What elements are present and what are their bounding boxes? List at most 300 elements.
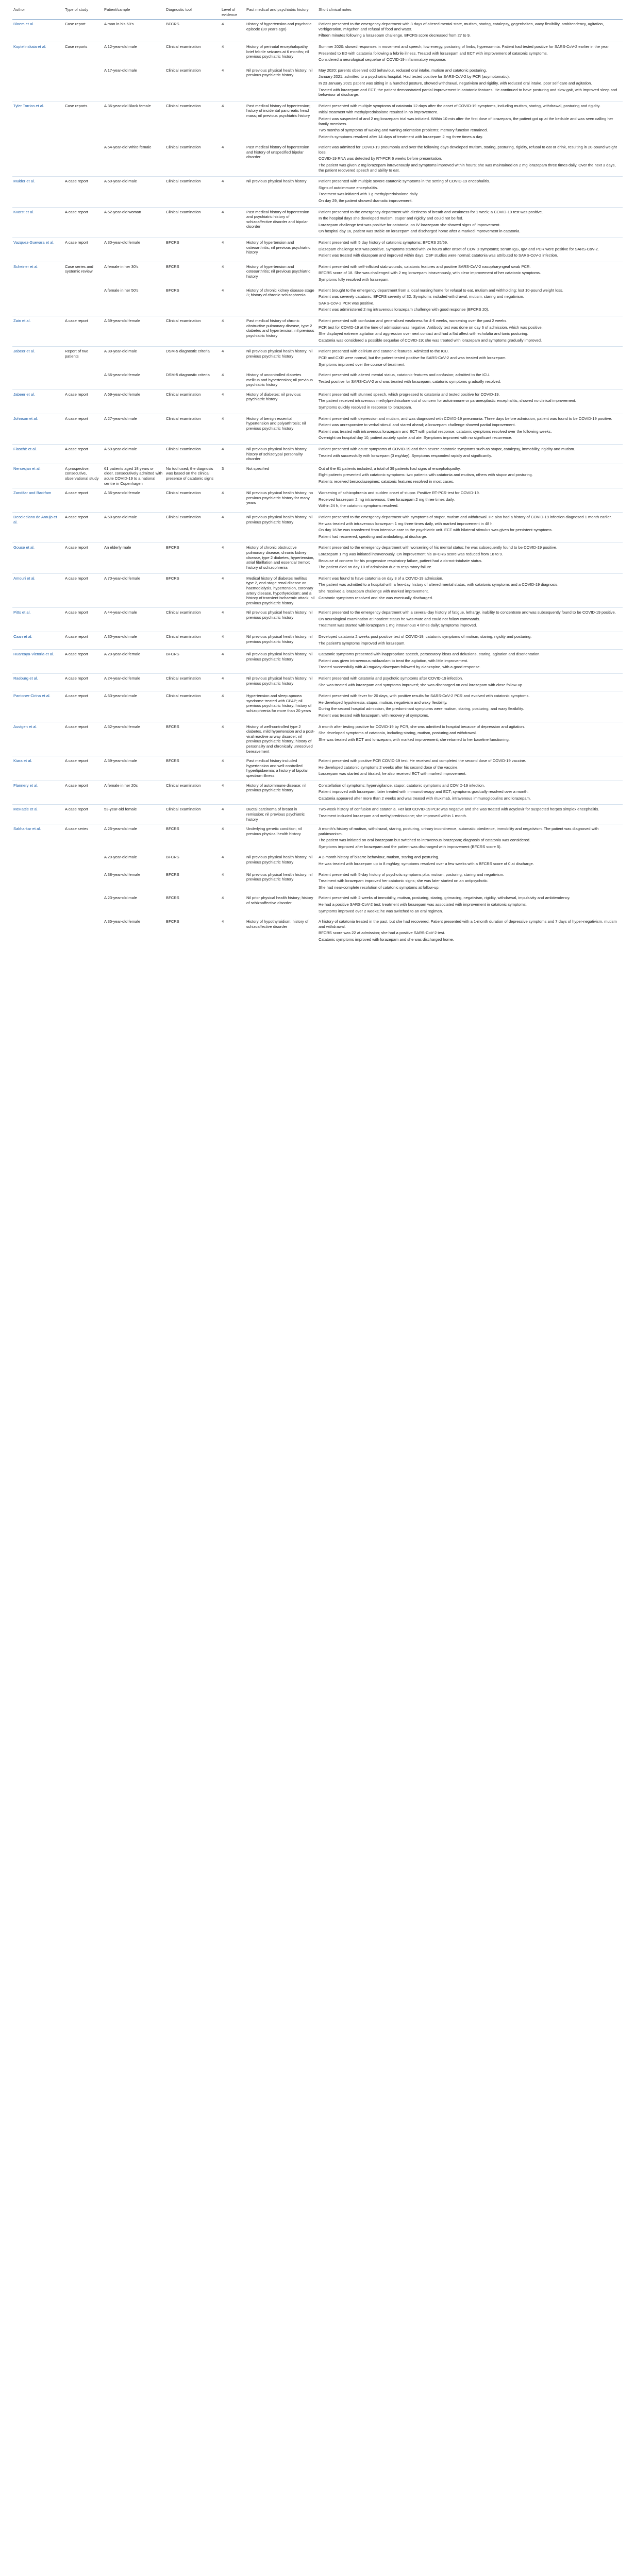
author-cell — [12, 893, 64, 917]
table-row — [12, 650, 623, 674]
table-row — [12, 824, 623, 853]
history-cell: Medical history of diabetes mellitus type 2, end-stage renal disease on haemodialysis, hypertension, coronary artery disease, hypothyroidism; and a history of transient ischaemic attack; nil previous psychiatric history — [245, 573, 318, 608]
author-cell: Zain et al. — [12, 316, 64, 346]
clinical-note: On neurological examination at inpatient status he was mute and could not follow commands. — [319, 616, 480, 621]
history-cell: History of diabetes; nil previous psychiatric history — [245, 389, 318, 414]
clinical-note: Patient presented with confusion and generalised weakness for 4-6 weeks, worsening over the past 2 weeks. — [319, 318, 508, 323]
history-cell: History of autoimmune disease; nil previous psychiatric history — [245, 781, 318, 805]
study-type-cell: A case report — [64, 316, 103, 346]
clinical-note: Patient presented with 5-day history of psychotic symptoms plus mutism, posturing, staring and negativism. — [319, 872, 505, 877]
table-row — [12, 870, 623, 894]
evidence-level-cell: 4 — [221, 445, 245, 464]
study-type-cell — [64, 917, 103, 945]
author-cell: Fiaschè et al. — [12, 445, 64, 464]
patient-cell: A 39-year-old male — [103, 347, 165, 370]
study-type-cell: Case series and systemic review — [64, 262, 103, 285]
diagnostic-tool-cell: BFCRS — [165, 824, 221, 853]
study-type-cell: A case report — [64, 389, 103, 414]
clinical-notes-cell — [318, 488, 623, 513]
clinical-note: Diazepam challenge test was positive. Symptoms started with 24 hours after onset of COVID symptoms; serum IgG, IgM and PCR were positive for SARS-CoV-2. — [319, 246, 599, 251]
clinical-note: Patient presented with 2 weeks of immobility, mutism, posturing, staring, grimacing, negativism, rigidity, withdrawal, impulsivity and ambitendency. — [319, 895, 571, 901]
study-type-cell — [64, 66, 103, 101]
evidence-level-cell: 4 — [221, 262, 245, 285]
history-cell: Nil previous physical health history; history of schizotypal personality disorder — [245, 445, 318, 464]
clinical-note: In 23 January 2021 patient was sitting in a hunched posture, showed withdrawal, negativism and rigidity, with reduced oral intake, poor self-care and agitation. — [319, 80, 592, 86]
study-type-cell: A case report — [64, 632, 103, 650]
clinical-note: Symptoms fully resolved with lorazepam. — [319, 277, 390, 282]
diagnostic-tool-cell: BFCRS — [165, 573, 221, 608]
diagnostic-tool-cell: Clinical examination — [166, 67, 201, 73]
clinical-notes-cell — [318, 286, 623, 316]
table-row — [12, 893, 623, 917]
history-cell: Nil previous physical health history — [245, 177, 318, 207]
author-cell: Johnson et al. — [12, 414, 64, 444]
evidence-level-cell: 4 — [221, 824, 245, 853]
table-row — [12, 20, 623, 42]
clinical-note: Patient's symptoms resolved after 14 days of treatment with lorazepam 2 mg three times a day. — [319, 134, 483, 139]
clinical-note: Symptoms quickly resolved in response to lorazepam. — [319, 405, 412, 410]
clinical-notes-cell — [318, 608, 623, 632]
table-row — [12, 42, 623, 65]
evidence-level-cell: 4 — [221, 674, 245, 691]
table-row — [12, 143, 623, 176]
clinical-note: Patient presented with 5 day history of catatonic symptoms; BFCRS 25/69. — [319, 240, 448, 245]
clinical-notes-cell — [318, 543, 623, 573]
clinical-note: Patient was unresponsive to verbal stimuli and stared ahead; a lorazepam challenge showed partial improvement. — [319, 422, 516, 428]
clinical-note: Patient was treated with lorazepam, with recovery of symptoms. — [319, 713, 429, 718]
study-type-cell: A case report — [64, 691, 103, 722]
evidence-level-cell: 4 — [222, 67, 224, 73]
diagnostic-tool-cell: BFCRS — [166, 895, 179, 901]
author-cell: Scheiner et al. — [12, 262, 64, 285]
clinical-note: Patient presented with self-inflicted stab wounds, catatonic features and positive SARS-CoV-2 nasopharyngeal swab PCR. — [319, 264, 531, 269]
clinical-note: Fifteen minutes following a lorazepam challenge, BFCRS score decreased from 27 to 9. — [319, 33, 471, 38]
table-row — [12, 573, 623, 608]
author-cell: Raeburg et al. — [12, 674, 64, 691]
evidence-level-cell: 4 — [221, 632, 245, 650]
clinical-notes-cell — [318, 824, 623, 853]
table-row — [12, 238, 623, 262]
author-cell: Kiara et al. — [12, 756, 64, 781]
clinical-note: PCR and CXR were normal, but the patient tested positive for SARS-CoV-2 and was treated with lorazepam. — [319, 355, 507, 360]
study-type-cell: Case reports — [64, 42, 103, 65]
header-author: Author — [12, 5, 64, 20]
patient-cell: A female in her 30's — [103, 262, 165, 285]
clinical-note: During the second hospital admission, the predominant symptoms were mutism, staring, posturing, and waxy flexibility. — [319, 706, 524, 711]
history-cell: History of uncontrolled diabetes mellitus and hypertension; nil previous psychiatric history — [246, 372, 313, 387]
clinical-note: Catatonic symptoms presented with inappropriate speech, persecutory ideas and delusions, staring, agitation and disorientation. — [319, 652, 541, 657]
clinical-note: The patient was admitted to a hospital with a few-day history of altered mental status, with catatonic symptoms and a COVID-19 diagnosis. — [319, 582, 559, 587]
clinical-notes-cell — [318, 870, 623, 894]
author-cell — [12, 286, 64, 316]
header-patient: Patient/sample — [103, 5, 165, 20]
evidence-level-cell: 4 — [222, 22, 224, 27]
clinical-note: Patient presented to the emergency department with symptoms of stupor, mutism and withdrawal. He also had a history of COVID-19 infection diagnosed 1 month earlier. — [319, 514, 612, 519]
history-cell: Past medical history of chronic obstructive pulmonary disease, type 2 diabetes and hypertension; nil previous psychiatric history — [245, 316, 318, 346]
author-cell: Caan et al. — [12, 632, 64, 650]
diagnostic-tool-cell: BFCRS — [166, 919, 179, 924]
clinical-note: Patient was treated with diazepam and improved within days. CSF studies were normal; catatonia was attributed to SARS-CoV-2 infection. — [319, 253, 558, 258]
clinical-notes-cell — [318, 632, 623, 650]
evidence-level-cell: 4 — [221, 722, 245, 756]
evidence-level-cell: 4 — [222, 145, 224, 150]
patient-cell: A 59-year-old male — [103, 445, 165, 464]
clinical-note: Patient was severely catatonic, BFCRS severity of 32. Symptoms included withdrawal, mutism, staring and negativism. — [319, 294, 524, 299]
history-cell: History of hypertension and osteoarthritis; nil previous psychiatric history — [245, 238, 318, 262]
clinical-note: Patient was given intravenous midazolam to treat the agitation, with little improvement. — [319, 658, 469, 663]
history-cell: Ductal carcinoma of breast in remission; nil previous psychiatric history — [245, 805, 318, 824]
clinical-note: A month's history of mutism, withdrawal, staring, posturing, urinary incontinence, automatic obedience, immobility and negativism. The patient was diagnosed with parkinsonism. — [319, 826, 599, 836]
study-type-cell — [64, 143, 103, 176]
diagnostic-tool-cell: BFCRS — [165, 756, 221, 781]
clinical-note: Patient had recovered, speaking and ambulating, at discharge. — [319, 534, 427, 539]
history-cell: Nil previous physical health history; nil previous psychiatric history — [245, 512, 318, 543]
clinical-note: COVID-19 RNA was detected by RT-PCR 6 weeks before presentation. — [319, 156, 442, 161]
clinical-note: Summer 2020: slowed responses in movement and speech, low energy, posturing of limbs, hypersomnia. Patient had tested positive for SARS-CoV-2 earlier in the year. — [319, 44, 610, 49]
table-row — [12, 781, 623, 805]
clinical-note: Patient presented to the emergency department with 3 days of altered mental state, mutism, staring, catalepsy, gegenhalten, waxy flexibility, ambitendency, agitation, verbigeration, mitgehen and refusal of food and water. — [319, 22, 604, 31]
clinical-note: Treated with lorazepam and ECT; the patient demonstrated partial improvement in catatonic features. He continued to have posturing and slow gait, with improved sleep and behaviour at discharge. — [319, 87, 617, 97]
table-row — [12, 488, 623, 513]
clinical-notes-cell — [318, 177, 623, 207]
author-cell: Deocleciano de Araujo et al. — [12, 512, 64, 543]
header-criteria: Diagnostic tool — [165, 5, 221, 20]
clinical-note: Treatment was initiated with 1 g methylprednisolone daily. — [319, 192, 419, 197]
evidence-level-cell: 4 — [221, 389, 245, 414]
patient-cell: A 25-year-old male — [103, 824, 165, 853]
clinical-note: Lorazepam 1 mg was initiated intravenously. On improvement his BFCRS score was reduced from 18 to 9. — [319, 551, 503, 556]
patient-cell: A 56-year-old female — [104, 372, 141, 378]
history-cell: Past medical history of hypertension and history of unspecified bipolar disorder — [246, 145, 309, 160]
diagnostic-tool-cell: BFCRS — [166, 872, 179, 877]
clinical-note: Catatonic symptoms improved with lorazepam and she was discharged home. — [319, 937, 454, 942]
clinical-notes-cell — [318, 101, 623, 143]
diagnostic-tool-cell: Clinical examination — [165, 316, 221, 346]
clinical-note: He developed hypokinesia, stupor, mutism, negativism and waxy flexibility. — [319, 700, 447, 705]
diagnostic-tool-cell: Clinical examination — [165, 781, 221, 805]
author-cell: Nersesjan et al. — [12, 464, 64, 488]
clinical-note: Patient presented with stunned speech, which progressed to catatonia and tested positive for COVID-19. — [319, 392, 500, 397]
author-cell — [12, 870, 64, 894]
clinical-note: Considered a neurological sequelae of COVID-19 inflammatory response. — [319, 57, 446, 62]
clinical-note: Overnight on hospital day 10, patient acutely spoke and ate. Symptoms improved with no significant recurrence. — [319, 435, 512, 440]
diagnostic-tool-cell: Clinical examination — [165, 608, 221, 632]
author-cell: Austgen et al. — [12, 722, 64, 756]
clinical-note: Treatment was started with lorazepam 1 mg intravenous 4 times daily; symptoms improved. — [319, 623, 477, 628]
diagnostic-tool-cell: DSM-5 diagnostic criteria — [165, 347, 221, 370]
clinical-note: She developed symptoms of catatonia, including staring, mutism, posturing and withdrawal. — [319, 731, 477, 736]
clinical-note: Developed catatonia 2 weeks post positive test of COVID-19, catatonic symptoms of mutism, staring, rigidity and posturing. — [319, 634, 532, 639]
evidence-level-cell: 4 — [221, 781, 245, 805]
patient-cell: A 64-year-old White female — [104, 145, 152, 150]
clinical-note: He developed catatonic symptoms 2 weeks after his second dose of the vaccine. — [319, 765, 459, 770]
diagnostic-tool-cell: Clinical examination — [166, 145, 201, 150]
author-cell: McHattie et al. — [12, 805, 64, 824]
clinical-note: The patient received intravenous methylprednisolone out of concern for autoimmune or paraneoplastic encephalitis; showed no clinical improvement. — [319, 398, 576, 403]
patient-cell: A 20-year-old male — [104, 855, 137, 860]
clinical-note: Patient was found to have catatonia on day 3 of a COVID-19 admission. — [319, 575, 443, 581]
table-row — [12, 917, 623, 945]
diagnostic-tool-cell: Clinical examination — [165, 101, 221, 143]
clinical-note: Catatonia appeared after more than 2 weeks and was treated with rituximab, intravenous immunoglobulins and lorazepam. — [319, 795, 531, 801]
table-row — [12, 286, 623, 316]
patient-cell: A 29-year-old female — [103, 650, 165, 674]
clinical-notes-cell — [318, 238, 623, 262]
study-type-cell — [64, 870, 103, 894]
clinical-note: Out of the 61 patients included, a total of 39 patients had signs of encephalopathy. — [319, 466, 461, 471]
clinical-notes-cell — [318, 347, 623, 370]
clinical-note: May 2020: parents observed odd behaviour, reduced oral intake, mutism and catatonic posturing. — [319, 67, 487, 73]
patient-cell: A 59-year-old male — [103, 756, 165, 781]
patient-cell: A 52-year-old female — [103, 722, 165, 756]
history-cell: Nil previous physical health history; nil previous psychiatric history — [246, 67, 313, 78]
clinical-note: She received a lorazepam challenge with marked improvement. — [319, 588, 429, 594]
clinical-note: She was treated with ECT and lorazepam, with marked improvement; she returned to her baseline functioning. — [319, 737, 510, 742]
evidence-level-cell: 4 — [221, 207, 245, 238]
table-row — [12, 722, 623, 756]
history-cell: Nil previous physical health history; nil previous psychiatric history — [246, 855, 313, 865]
clinical-note: She had near-complete resolution of catatonic symptoms at follow-up. — [319, 885, 440, 890]
study-type-cell: A case report — [64, 650, 103, 674]
history-cell: Nil previous physical health history; nil previous psychiatric history — [245, 608, 318, 632]
clinical-note: Two-week history of confusion and catatonia. Her last COVID-19 PCR was negative and she was treated with acyclovir for suspected herpes simplex encephalitis. — [319, 807, 599, 812]
study-type-cell: A case series — [64, 824, 103, 853]
clinical-note: Catatonia was considered a possible sequelae of COVID-19; she was treated with lorazepam and symptoms gradually improved. — [319, 337, 542, 343]
clinical-notes-cell — [318, 389, 623, 414]
clinical-note: She displayed extreme agitation and aggression over next contact and had a flat affect with echolalia and tonic posturing. — [319, 331, 528, 336]
clinical-note: Presented to ED with catatonia following a febrile illness. Treated with lorazepam and ECT with improvement of catatonic symptoms. — [319, 50, 548, 56]
clinical-note: Patient presented to the emergency department with a several-day history of fatigue, lethargy, inability to concentrate and was subsequently found to be COVID-19 positive. — [319, 610, 616, 615]
history-cell: History of chronic obstructive pulmonary disease, chronic kidney disease, type 2 diabetes, hypertension, atrial fibrillation and essential tremor; history of schizophrenia — [245, 543, 318, 573]
patient-cell: A 62-year-old woman — [103, 207, 165, 238]
history-cell: Past medical history of hypertension and psychiatric history of schizoaffective disorder and bipolar disorder — [245, 207, 318, 238]
clinical-notes-cell — [318, 316, 623, 346]
diagnostic-tool-cell: BFCRS — [166, 22, 179, 27]
study-type-cell: A case report — [64, 238, 103, 262]
diagnostic-tool-cell: Clinical examination — [165, 674, 221, 691]
clinical-note: He had a positive SARS-CoV-2 test; treatment with lorazepam was associated with improvement in catatonic symptoms. — [319, 902, 527, 907]
patient-cell: A 17-year-old male — [104, 67, 137, 73]
diagnostic-tool-cell: BFCRS — [165, 262, 221, 285]
clinical-note: A month after testing positive for COVID-19 by PCR, she was admitted to hospital because of depression and agitation. — [319, 724, 525, 729]
diagnostic-tool-cell: BFCRS — [165, 722, 221, 756]
clinical-notes-cell — [318, 414, 623, 444]
diagnostic-tool-cell: Clinical examination — [165, 389, 221, 414]
author-cell: Bloem et al. — [13, 22, 35, 27]
patient-cell: A 30-year-old female — [103, 238, 165, 262]
patient-cell: A female in her 50's — [104, 287, 139, 293]
evidence-level-cell: 4 — [221, 238, 245, 262]
evidence-level-cell: 4 — [222, 287, 224, 293]
clinical-note: Patient presented with positive PCR COVID-19 test. He received and completed the second dose of COVID-19 vaccine. — [319, 758, 526, 764]
clinical-notes-cell — [318, 370, 623, 389]
clinical-notes-cell — [318, 917, 623, 945]
study-type-cell: A case report — [64, 414, 103, 444]
evidence-level-cell: 4 — [221, 691, 245, 722]
clinical-notes-cell — [318, 853, 623, 870]
evidence-level-cell: 4 — [222, 372, 224, 378]
clinical-notes-cell — [318, 722, 623, 756]
clinical-note: The patient was given 2 mg lorazepam intravenously and symptoms improved within hours; she was maintained on 2 mg lorazepam three times daily. Over the next 3 days, the patient recovered speech and ability to eat. — [319, 163, 616, 173]
clinical-note: Patients received benzodiazepines; catatonic features resolved in most cases. — [319, 479, 454, 484]
study-type-cell: A case report — [64, 805, 103, 824]
history-cell: History of hypertension and psychotic episode (30 years ago) — [246, 22, 312, 31]
clinical-note: January 2021: admitted to a psychiatric hospital. Had tested positive for SARS-CoV-2 by PCR (asymptomatic). — [319, 74, 510, 79]
history-cell: Nil previous physical health history; nil previous psychiatric history — [245, 632, 318, 650]
patient-cell: 53-year-old female — [103, 805, 165, 824]
history-cell: Nil previous physical health history; no previous psychiatric history for many years — [245, 488, 318, 513]
clinical-note: Patient presented with depression and mutism, and was diagnosed with COVID-19 pneumonia. Three days before admission, patient was found to be COVID-19 positive. — [319, 416, 612, 421]
clinical-notes-cell — [318, 893, 623, 917]
clinical-note: The patient was initiated on oral lorazepam but switched to intravenous lorazepam; diagnosis of catatonia was considered. — [319, 838, 531, 843]
diagnostic-tool-cell: Clinical examination — [165, 488, 221, 513]
author-cell: Jabeer et al. — [12, 347, 64, 370]
clinical-note: Tested positive for SARS-CoV-2 and was treated with lorazepam; catatonic symptoms gradually resolved. — [319, 379, 502, 384]
clinical-note: Patient was administered 2 mg intravenous lorazepam challenge with good response (BFCRS 20). — [319, 307, 489, 312]
study-type-cell — [64, 370, 103, 389]
patient-cell: A 60-year-old male — [103, 177, 165, 207]
clinical-note: Patient was admitted for COVID-19 pneumonia and over the following days developed mutism, staring, posturing, rigidity, refusal to eat or drink, resulting in 20-pound weight loss. — [319, 145, 617, 155]
study-type-cell — [64, 893, 103, 917]
diagnostic-tool-cell: BFCRS — [166, 287, 179, 293]
header-notes: Short clinical notes — [318, 5, 623, 20]
patient-cell: A 36-year-old Black female — [103, 101, 165, 143]
history-cell: Nil previous physical health history; nil previous psychiatric history — [245, 650, 318, 674]
author-cell: Sakharkar et al. — [12, 824, 64, 853]
diagnostic-tool-cell: Clinical examination — [165, 42, 221, 65]
clinical-note: Patient improved with lorazepam, later treated with immunotherapy and ECT; symptoms gradually resolved over a month. — [319, 789, 529, 794]
history-cell: History of chronic kidney disease stage 3; history of chronic schizophrenia — [246, 287, 314, 298]
patient-cell: A 36-year-old female — [103, 488, 165, 513]
diagnostic-tool-cell: Clinical examination — [165, 691, 221, 722]
table-row — [12, 177, 623, 207]
table-row — [12, 608, 623, 632]
table-row — [12, 464, 623, 488]
diagnostic-tool-cell: Clinical examination — [165, 805, 221, 824]
clinical-note: Patient presented with catatonia and psychotic symptoms after COVID-19 infection. — [319, 676, 463, 681]
clinical-note: She was treated with lorazepam and symptoms improved; she was discharged on oral lorazepam with close follow-up. — [319, 682, 524, 687]
author-cell — [12, 370, 64, 389]
clinical-notes-cell — [318, 262, 623, 285]
clinical-note: Lorazepam was started and titrated; he also received ECT with marked improvement. — [319, 771, 466, 776]
clinical-note: Patient presented with delirium and catatonic features. Admitted to the ICU. — [319, 349, 449, 354]
clinical-notes-cell — [318, 573, 623, 608]
patient-cell: A 24-year-old female — [103, 674, 165, 691]
clinical-note: Initial treatment with methylprednisolone resulted in no improvement. — [319, 110, 438, 115]
author-cell — [12, 143, 64, 176]
diagnostic-tool-cell: BFCRS — [165, 543, 221, 573]
clinical-notes-cell — [318, 66, 623, 101]
clinical-notes-cell — [318, 445, 623, 464]
clinical-note: Treated successfully with 40 mg/day diazepam followed by olanzapine, with a good response. — [319, 665, 481, 670]
evidence-level-cell: 3 — [221, 464, 245, 488]
diagnostic-tool-cell: Clinical examination — [165, 445, 221, 464]
clinical-note: Constellation of symptoms: hypervigilance, stupor, catatonic symptoms and COVID-19 infection. — [319, 783, 485, 788]
clinical-notes-cell — [318, 512, 623, 543]
clinical-notes-cell — [318, 207, 623, 238]
clinical-notes-cell — [318, 650, 623, 674]
diagnostic-tool-cell: Clinical examination — [165, 512, 221, 543]
clinical-notes-cell — [318, 42, 623, 65]
clinical-note: Patient presented to the emergency department with dizziness of breath and weakness for 1 week; a COVID-19 test was positive. — [319, 209, 543, 214]
clinical-note: Patient presented to the emergency department with worsening of his mental status; he was subsequently found to be COVID-19 positive. — [319, 545, 558, 550]
clinical-note: Patient presented with acute symptoms of COVID-19 and then severe catatonic symptoms such as stupor, catalepsy, immobility, rigidity and mutism. — [319, 447, 575, 452]
clinical-note: PCR test for COVID-19 at the time of admission was negative. Antibody test was done on day 6 of admission, which was positive. — [319, 325, 543, 330]
clinical-notes-cell — [318, 805, 623, 824]
clinical-notes-cell — [318, 143, 623, 176]
table-row — [12, 543, 623, 573]
author-cell: Gouse et al. — [12, 543, 64, 573]
clinical-note: He was treated with intravenous lorazepam 1 mg three times daily, with marked improvement in 48 h. — [319, 521, 494, 526]
diagnostic-tool-cell: BFCRS — [165, 650, 221, 674]
clinical-note: On day 16 he was transferred from intensive care to the psychiatric unit. ECT with bilateral stimulus was given for persistent symptoms. — [319, 528, 553, 533]
clinical-note: Two months of symptoms of waxing and waning orientation problems; memory function remained. — [319, 128, 488, 133]
author-cell: Vazquez-Guevara et al. — [12, 238, 64, 262]
table-row — [12, 347, 623, 370]
study-type-cell: Report of two patients — [64, 347, 103, 370]
patient-cell: An elderly male — [103, 543, 165, 573]
clinical-notes-cell — [318, 691, 623, 722]
study-type-cell — [64, 286, 103, 316]
evidence-level-cell: 4 — [221, 756, 245, 781]
history-cell: History of hypertension and osteoarthritis; nil previous psychiatric history — [245, 262, 318, 285]
clinical-note: In the hospital days she developed mutism, stupor and rigidity and could not be fed. — [319, 216, 463, 221]
diagnostic-tool-cell: Clinical examination — [165, 177, 221, 207]
patient-cell: A 69-year-old female — [103, 316, 165, 346]
evidence-level-cell: 4 — [221, 512, 245, 543]
evidence-level-cell: 4 — [222, 855, 224, 860]
author-cell: Flannery et al. — [12, 781, 64, 805]
table-row — [12, 853, 623, 870]
clinical-notes-cell — [318, 20, 623, 42]
author-cell — [12, 66, 64, 101]
evidence-level-cell: 4 — [221, 488, 245, 513]
clinical-note: Signs of autoimmune encephalitis. — [319, 185, 378, 190]
clinical-note: Patient brought to the emergency department from a local nursing home for refusal to eat, mutism and withholding; lost 10-pound weight loss. — [319, 287, 563, 293]
study-type-cell: Case report — [65, 22, 86, 27]
patient-cell: A 63-year-old male — [103, 691, 165, 722]
table-row — [12, 632, 623, 650]
clinical-note: BFCRS score of 18. She was challenged with 2 mg lorazepam intravenously, with clear improvement of her catatonic symptoms. — [319, 270, 541, 276]
history-cell: Underlying genetic condition; nil previous physical health history — [245, 824, 318, 853]
patient-cell: A 30-year-old male — [103, 632, 165, 650]
author-cell: Huarcaya-Victoria et al. — [12, 650, 64, 674]
author-cell: Jabeer et al. — [12, 389, 64, 414]
patient-cell: A 50-year-old male — [103, 512, 165, 543]
history-cell: History of perinatal encephalopathy, brief febrile seizures at 6 months; nil previous psychiatric history — [245, 42, 318, 65]
study-type-cell: A case report — [64, 573, 103, 608]
table-row — [12, 512, 623, 543]
author-cell: Tyler Torrico et al. — [12, 101, 64, 143]
clinical-notes-cell — [318, 674, 623, 691]
evidence-level-cell: 4 — [221, 316, 245, 346]
evidence-level-cell: 4 — [221, 805, 245, 824]
clinical-note: Catatonic symptoms resolved and she was eventually discharged. — [319, 595, 433, 600]
evidence-level-cell: 4 — [221, 177, 245, 207]
table-row — [12, 756, 623, 781]
study-type-cell: A case report — [64, 177, 103, 207]
clinical-note: He was treated with lorazepam up to 8 mg/day; symptoms resolved over a few weeks with a BFCRS score of 0 at discharge. — [319, 861, 534, 867]
history-cell: Hypertension and sleep apnoea syndrome treated with CPAP; nil previous psychiatric history; history of schizophrenia for more than 20 years — [245, 691, 318, 722]
history-cell: Nil prior physical health history; history of schizoaffective disorder — [246, 895, 313, 906]
diagnostic-tool-cell: Clinical examination — [165, 207, 221, 238]
evidence-level-cell: 4 — [221, 543, 245, 573]
author-cell: Pantoner-Cirina et al. — [12, 691, 64, 722]
history-cell: Nil previous physical health history; nil previous psychiatric history — [246, 872, 313, 882]
history-cell: Nil previous physical health history; nil previous psychiatric history — [245, 674, 318, 691]
patient-cell: A 70-year-old female — [103, 573, 165, 608]
clinical-note: A history of catatonia treated in the past, but she had recovered. Patient presented with a 1-month duration of depressive symptoms and 7 days of hyper-negativism, mutism and withdrawal. — [319, 919, 617, 929]
